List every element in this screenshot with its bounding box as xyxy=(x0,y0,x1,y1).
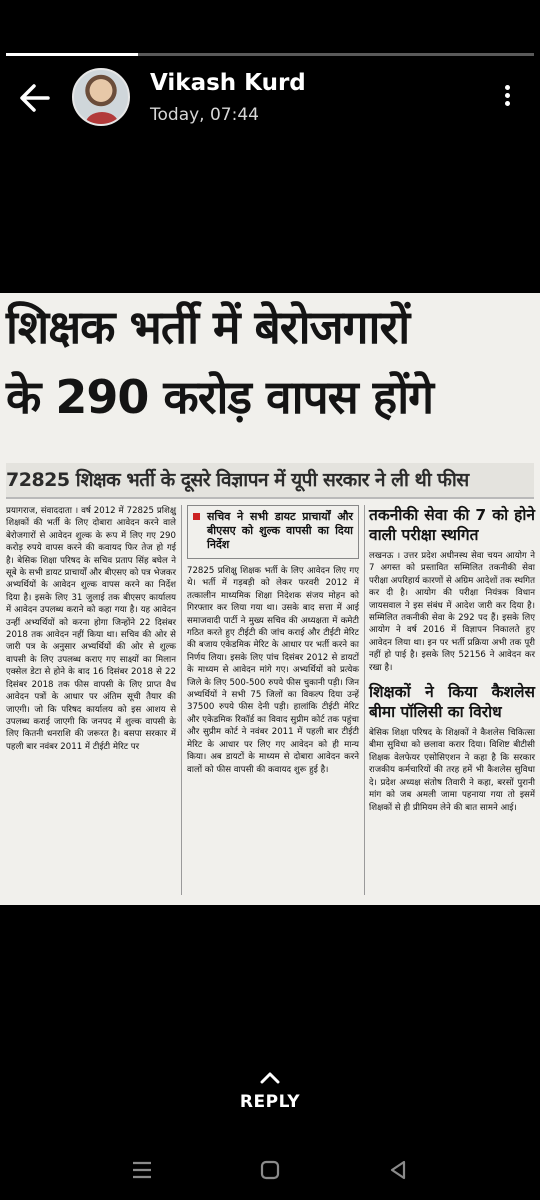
side-headline-2: शिक्षकों ने किया कैशलेस बीमा पॉलिसी का विरोध xyxy=(369,683,535,722)
article-column-1 xyxy=(6,505,176,753)
column-1-text: प्रयागराज, संवाददाता । वर्ष 2012 में 72825 प्रशिक्षु शिक्षकों की भर्ती के लिए दोबारा आवेदन करने वाले बेरोजगारों से आवेदन शुल्क के रूप में लिए गए 290 करोड़ रुपये वापस करने की कवायद फिर तेज हो गई है। बेसिक शिक्षा परिषद के सचिव प्रताप सिंह बघेल ने सूबे के सभी डायट प्राचार्यों और बीएसए को पत्र भेजकर अभ्यर्थियों के आवेदन शुल्क वापस करने का निर्देश दिया है। इसके लिए 31 जुलाई तक बीएसए कार्यालय में आवेदन उपलब्ध कराने को कहा गया है। यह आवेदन उन्हीं अभ्यर्थियों को करना होगा जिन्होंने 22 दिसंबर 2018 तक आवेदन नहीं किया था। सचिव की ओर से जारी पत्र के अनुसार अभ्यर्थियों की ओर से शुल्क वापसी के लिए उपलब्ध कराए गए साक्ष्यों का मिलान एक्सेल डेटा से होने के बाद 16 दिसंबर 2018 से 22 दिसंबर 2018 तक फीस वापसी के लिए प्राप्त वैध आवेदन पत्रों के आधार पर अंतिम सूची तैयार की जाएगी। जो कि परिषद कार्यालय को इस आशय से उपलब्ध कराई जाएगी कि जनपद में शुल्क वापसी के लिए कितनी धनराशि की जरूरत है। बसपा सरकार में पहली बार नवंबर 2011 में टीईटी मेरिट पर xyxy=(6,506,176,752)
avatar[interactable] xyxy=(72,68,130,126)
home-icon[interactable] xyxy=(256,1156,284,1184)
column-2-text: 72825 प्रशिक्षु शिक्षक भर्ती के लिए आवेदन लिए गए थे। भर्ती में गड़बड़ी को लेकर फरवरी 2012 में तत्कालीन माध्यमिक शिक्षा निदेशक संजय मोहन को गिरफ्तार कर लिया गया था। उसके बाद सत्ता में आई समाजवादी पार्टी ने मुख्य सचिव की अध्यक्षता में कमेटी गठित करते हुए टीईटी की जांच कराई और टीईटी मेरिट की बजाय एकेडमिक मेरिट के आधार पर भर्ती करने का निर्णय लिया। इसके लिए पांच दिसंबर 2012 से डायटों के माध्यम से आवेदन मांगे गए। अभ्यर्थियों को प्रत्येक जिले के लिए 500-500 रुपये फीस चुकानी पड़ी। जिन अभ्यर्थियों ने सभी 75 जिलों का विकल्प दिया उन्हें 37500 रुपये फीस देनी पड़ी। हालांकि टीईटी मेरिट और एकेडमिक रिकॉर्ड का विवाद सुप्रीम कोर्ट तक पहुंचा और सुप्रीम कोर्ट ने नवंबर 2011 में पहली बार टीईटी मेरिट के आधार पर लिए गए आवेदन को ही मान्य किया। अब डायटों के माध्यम से दोबारा आवेदन करने वालों को फीस वापसी की कवायद शुरू हुई है। xyxy=(187,566,359,775)
status-header xyxy=(0,60,540,135)
status-progress-fill xyxy=(6,53,138,56)
newspaper-clipping xyxy=(0,293,540,905)
side-headline-1: तकनीकी सेवा की 7 को होने वाली परीक्षा स्थगित xyxy=(369,506,535,544)
contact-name: Vikash Kurd xyxy=(150,70,306,96)
reply-label: REPLY xyxy=(239,1092,301,1112)
chevron-up-icon xyxy=(259,1070,281,1084)
pull-quote: सचिव ने सभी डायट प्राचार्यों और बीएसए को शुल्क वापसी का दिया निर्देश xyxy=(193,510,353,552)
system-navigation-bar xyxy=(0,1140,540,1200)
recent-apps-icon[interactable] xyxy=(128,1156,156,1184)
pull-quote-box xyxy=(187,505,359,559)
status-time: Today, 07:44 xyxy=(150,105,259,125)
headline-line-1: शिक्षक भर्ती में बेरोजगारों xyxy=(6,300,410,354)
status-progress-bar xyxy=(6,53,534,56)
article-column-2 xyxy=(187,505,359,776)
column-divider xyxy=(181,505,182,895)
subheadline: 72825 शिक्षक भर्ती के दूसरे विज्ञापन में यूपी सरकार ने ली थी फीस xyxy=(6,463,534,499)
side-text-2: बेसिक शिक्षा परिषद के शिक्षकों ने कैशलेस चिकित्सा बीमा सुविधा को छलावा करार दिया। विशिष्ट बीटीसी शिक्षक वेलफेयर एसोसिएशन ने कहा है कि सरकार राजकीय कर्मचारियों की तरह हमें भी कैशलेस सुविधा दे। प्रदेश अध्यक्ष संतोष तिवारी ने कहा, बरसों पुरानी मांग को जब अमली जामा पहनाया गया तो इसमें शिक्षकों से ही प्रीमियम लेने की बात सामने आई। xyxy=(369,728,535,813)
back-nav-icon[interactable] xyxy=(384,1156,412,1184)
side-text-1: लखनऊ । उत्तर प्रदेश अधीनस्थ सेवा चयन आयोग ने 7 अगस्त को प्रस्तावित सम्मिलित तकनीकी सेवा परीक्षा अपरिहार्य कारणों से अग्रिम आदेशों तक स्थगित कर दी है। आयोग की परीक्षा नियंत्रक विधान जायसवाल ने इस संबंध में आदेश जारी कर दिया है। सम्मिलित तकनीकी सेवा के 292 पद हैं। इसके लिए आयोग ने वर्ष 2016 में विज्ञापन निकालते हुए आवेदन लिया था। इन पर भर्ती प्रक्रिया अभी तक पूरी नहीं हो पाई है। इसके लिए 52156 ने आवेदन कर रखा है। xyxy=(369,551,535,673)
more-options-icon[interactable] xyxy=(500,82,514,114)
reply-button[interactable] xyxy=(0,1070,540,1112)
column-divider xyxy=(364,505,365,895)
article-column-3 xyxy=(369,505,535,814)
headline-line-2: के 290 करोड़ वापस होंगे xyxy=(6,370,434,424)
back-arrow-icon[interactable] xyxy=(18,82,52,114)
